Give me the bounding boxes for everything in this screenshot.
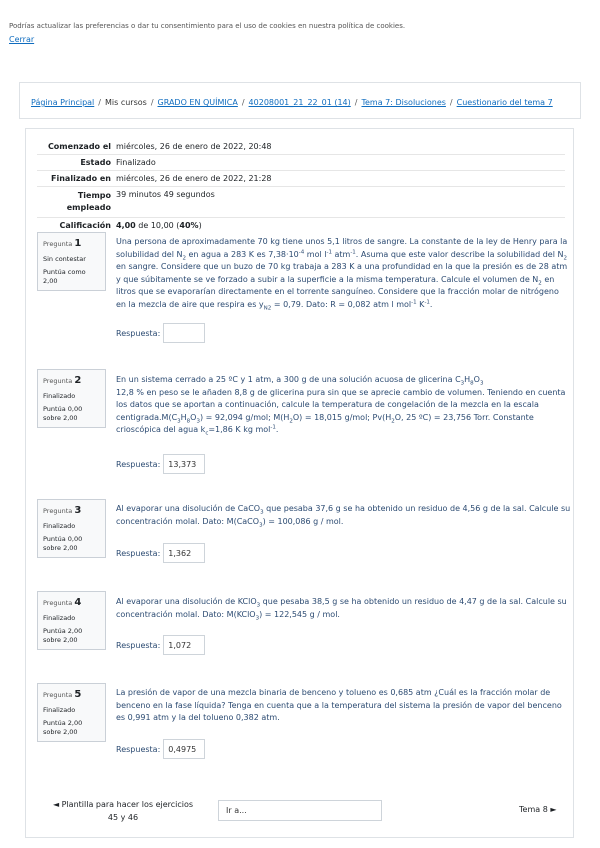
question-number: Pregunta 1 [43,238,82,249]
answer-row-1 [116,323,205,343]
answer-label: Respuesta: [116,459,161,469]
answer-field[interactable]: 1,072 [163,635,205,655]
answer-label: Respuesta: [116,640,161,650]
answer-field[interactable] [163,323,205,343]
question-state: Finalizado [43,521,76,530]
summary-row-grade: Calificación 4,00 de 10,00 (40%) [59,221,202,230]
breadcrumb-course[interactable]: 40208001_21_22_01 (14) [248,98,351,107]
question-state: Sin contestar [43,254,86,263]
breadcrumb-topic[interactable]: Tema 7: Disoluciones [361,98,446,107]
question-number: Pregunta 4 [43,597,82,608]
prev-activity-link[interactable]: ◄ Plantilla para hacer los ejercicios 45 y 46 [52,800,194,822]
question-grade: Puntúa 2,00 sobre 2,00 [43,719,83,737]
question-info-1 [37,232,106,291]
summary-row-time: Tiempo empleado 39 minutos 49 segundos [37,187,565,218]
question-info-4 [37,591,106,650]
question-grade: Puntúa 0,00 sobre 2,00 [43,535,83,553]
question-info-2 [37,369,106,428]
breadcrumb [31,98,553,107]
answer-field[interactable]: 13,373 [163,454,205,474]
breadcrumb-degree[interactable]: GRADO EN QUÍMICA [157,98,238,107]
close-link[interactable]: Cerrar [9,35,35,44]
question-text-2: En un sistema cerrado a 25 ºC y 1 atm, a 300 g de una solución acuosa de glicerina $C_3H_8O_3$ 12,8 % en peso se le añaden 8,8 g de glicerina pura sin que se aprecie cambio de volumen. Teniendo en cuenta los datos que se aportan a continuación, calcule la temperatura de congelación de la mezcla en la escala $centigrada.M(C_3H_8O_3) = 92,094$ g/mol; $M(H_2O) = 18,015$ g/mol; $Pv(H_2O$, 25 ºC) = 23,756 Torr. Constante crioscópica del agua $k_c=1,86$ K kg mol$^{-1}$. [116,375,566,437]
breadcrumb-separator: / [150,98,154,107]
answer-field[interactable]: 1,362 [163,543,205,563]
question-text-1: Una persona de aproximadamente 70 kg tiene unos 5,1 litros de sangre. La constante de la ley de Henry para la solubilidad del $N_2$ en agua a 283 K es $7,38\cdot 10^{-4}$ mol $l^{-1}$ atm$^{-1}$. Asuma que este valor describe la solubilidad del $N_2$ en sangre. Considere que un buzo de 70 kg trabaja a 283 K a una profundidad en la que la presión es de 28 atm y que súbitamente se ve forzado a subir a la superficie a la misma temperatura. Calcule el volumen de $N_2$ en litros que se evaporarían directamente en el torrente sanguíneo. Considere que la fracción molar de nitrógeno en la mezcla de aire que respira es $y_{N2} = 0,79$. Dato: R = 0,082 atm l mol$^{-1}$ $K^{-1}$. [116,237,568,312]
question-text-5: La presión de vapor de una mezcla binaria de benceno y tolueno es 0,685 atm ¿Cuál es la fracción molar de benceno en la fase líquida? Tenga en cuenta que a la temperatura del sistema la presión de vapor del benceno es 0,991 atm y la del tolueno 0,382 atm. [116,688,562,722]
answer-field[interactable]: 0,4975 [163,739,205,759]
question-state: Finalizado [43,391,76,400]
quiz-review-region [25,128,574,838]
answer-row-5 [116,739,205,759]
question-text-3: Al evaporar una disolución de CaCO$_3$ que pesaba 37,6 g se ha obtenido un residuo de 4,56 g de la sal. Calcule su concentración molal. Dato: M(CaCO$_3$) = 100,086 g / mol. [116,504,571,529]
summary-row-state: Estado Finalizado [37,155,565,171]
question-state: Finalizado [43,705,76,714]
question-info-5 [37,683,106,742]
answer-label: Respuesta: [116,744,161,754]
attempt-summary-table [37,139,565,233]
summary-row-started: Comenzado el miércoles, 26 de enero de 2022, 20:48 [37,139,565,155]
question-number: Pregunta 5 [43,689,82,700]
cookie-notice: Podrías actualizar las preferencias o dar tu consentimiento para el uso de cookies en nuestra política de cookies. [9,22,406,30]
next-activity-link[interactable]: Tema 8 ► [519,805,557,814]
question-grade: Puntúa como 2,00 [43,268,86,286]
question-grade: Puntúa 0,00 sobre 2,00 [43,405,83,423]
question-number: Pregunta 3 [43,505,82,516]
question-state: Finalizado [43,613,76,622]
breadcrumb-separator: / [354,98,358,107]
question-info-3 [37,499,106,558]
breadcrumb-separator: / [241,98,245,107]
breadcrumb-home[interactable]: Página Principal [31,98,95,107]
answer-label: Respuesta: [116,548,161,558]
jump-to-select[interactable]: Ir a... [218,800,382,821]
breadcrumb-separator: / [449,98,453,107]
grade-percent: 40% [179,221,199,230]
answer-label: Respuesta: [116,328,161,338]
breadcrumb-container [19,82,581,119]
question-text-4: Al evaporar una disolución de KClO$_3$ que pesaba 38,5 g se ha obtenido un residuo de 4,47 g de la sal. Calcule su concentración molal. Dato: M(KClO$_3$) = 122,545 g / mol. [116,597,567,622]
question-number: Pregunta 2 [43,375,82,386]
answer-row-2 [116,454,205,474]
grade-score: 4,00 [116,221,136,230]
answer-row-3 [116,543,205,563]
breadcrumb-my-courses[interactable]: Mis cursos [104,98,147,107]
summary-row-finished: Finalizado en miércoles, 26 de enero de 2022, 21:28 [37,171,565,187]
question-grade: Puntúa 2,00 sobre 2,00 [43,627,83,645]
breadcrumb-quiz[interactable]: Cuestionario del tema 7 [456,98,553,107]
breadcrumb-separator: / [98,98,101,107]
answer-row-4 [116,635,205,655]
